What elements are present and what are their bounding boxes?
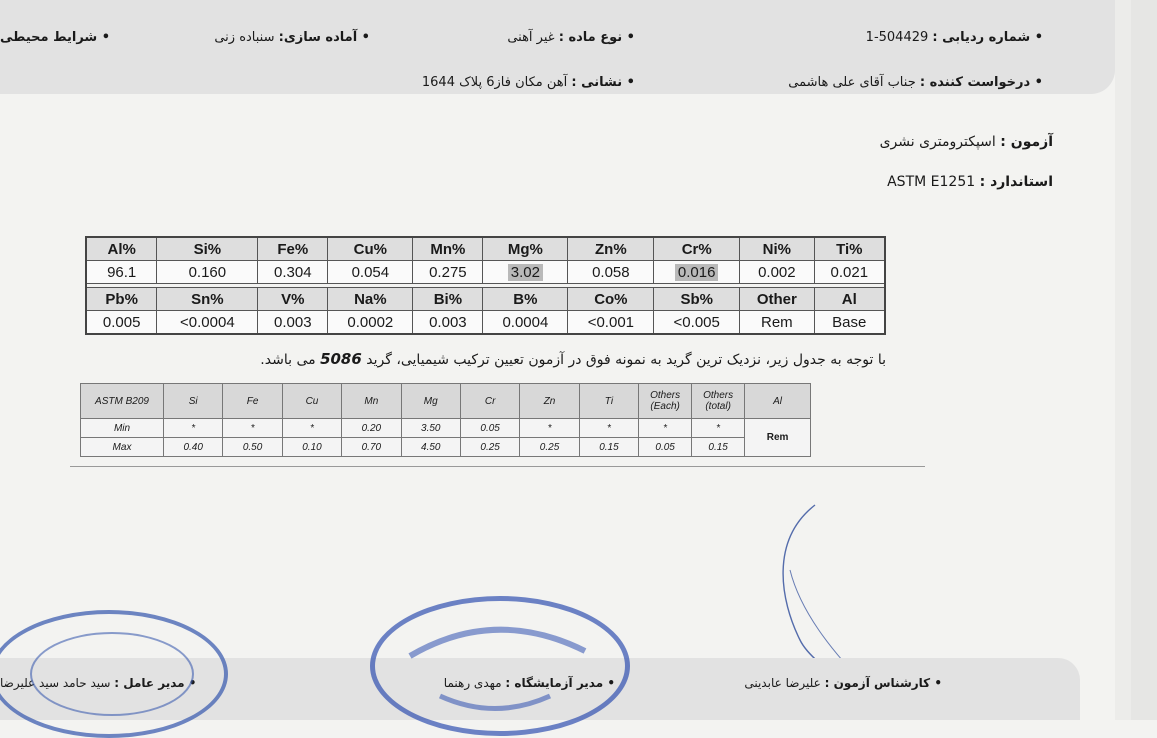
value-al: 96.1: [86, 261, 157, 284]
value-si: 0.160: [157, 261, 258, 284]
header-b: B%: [483, 288, 568, 311]
spec-header-ti: Ti: [579, 384, 638, 419]
value-pb: 0.005: [86, 311, 157, 335]
header-v: V%: [258, 288, 328, 311]
value-sb: <0.005: [654, 311, 740, 335]
conclusion-suffix: می باشد.: [260, 352, 316, 368]
value-na: 0.0002: [328, 311, 413, 335]
value-cr-highlight: 0.016: [675, 264, 719, 281]
spec-header-al: Al: [745, 384, 811, 419]
spec-header-cr: Cr: [460, 384, 519, 419]
environmental-conditions: • شرایط محیطی: [0, 30, 111, 45]
ceo: • مدیر عامل : سید حامد سید علیرضا: [0, 676, 197, 690]
header-si: Si%: [157, 237, 258, 261]
spec-min-label: Min: [81, 419, 164, 438]
value-al-base: Base: [814, 311, 885, 335]
spec-max-mn: 0.70: [342, 438, 401, 457]
value-other: Rem: [740, 311, 814, 335]
header-ni: Ni%: [740, 237, 814, 261]
value-ni: 0.002: [740, 261, 814, 284]
value-cu: 0.054: [328, 261, 413, 284]
company-stamp-inner: [30, 632, 194, 716]
spec-header-mg: Mg: [401, 384, 460, 419]
grade-value: 5086: [320, 350, 362, 368]
value-bi: 0.003: [413, 311, 483, 335]
value-fe: 0.304: [258, 261, 328, 284]
requester: • درخواست کننده : جناب آقای علی هاشمی: [788, 75, 1043, 90]
value-mn: 0.275: [413, 261, 483, 284]
spec-max-label: Max: [81, 438, 164, 457]
test-method: آزمون : اسپکترومتری نشری: [879, 134, 1053, 150]
spec-min-cr: 0.05: [460, 419, 519, 438]
value-mg-highlight: 3.02: [508, 264, 543, 281]
spec-max-zn: 0.25: [520, 438, 579, 457]
spec-header-fe: Fe: [223, 384, 282, 419]
header-bi: Bi%: [413, 288, 483, 311]
spec-max-cr: 0.25: [460, 438, 519, 457]
header-other: Other: [740, 288, 814, 311]
header-cr: Cr%: [654, 237, 740, 261]
header-zn: Zn%: [568, 237, 654, 261]
tracking-number: • شماره ردیابی : 504429-1: [865, 30, 1043, 45]
spec-min-mn: 0.20: [342, 419, 401, 438]
spec-max-mg: 4.50: [401, 438, 460, 457]
value-b: 0.0004: [483, 311, 568, 335]
spec-max-others-each: 0.05: [639, 438, 692, 457]
header-sn: Sn%: [157, 288, 258, 311]
spec-header-others-each: Others (Each): [639, 384, 692, 419]
header-co: Co%: [568, 288, 654, 311]
spec-max-si: 0.40: [164, 438, 223, 457]
value-zn: 0.058: [568, 261, 654, 284]
spec-min-cu: *: [282, 419, 341, 438]
header-al-2: Al: [814, 288, 885, 311]
value-ti: 0.021: [814, 261, 885, 284]
conclusion-text: با توجه به جدول زیر، نزدیک ترین گرید به نمونه فوق در آزمون تعیین ترکیب شیمیایی، گرید: [366, 352, 886, 368]
header-mn: Mn%: [413, 237, 483, 261]
value-sn: <0.0004: [157, 311, 258, 335]
header-mg: Mg%: [483, 237, 568, 261]
value-v: 0.003: [258, 311, 328, 335]
spec-max-fe: 0.50: [223, 438, 282, 457]
spec-min-fe: *: [223, 419, 282, 438]
test-standard: استاندارد : ASTM E1251: [887, 174, 1053, 190]
spec-max-others-total: 0.15: [692, 438, 745, 457]
lab-manager: • مدیر آزمایشگاه : مهدی رهنما: [443, 676, 615, 690]
spec-header-standard: ASTM B209: [81, 384, 164, 419]
spec-header-zn: Zn: [520, 384, 579, 419]
header-sb: Sb%: [654, 288, 740, 311]
header-cu: Cu%: [328, 237, 413, 261]
preparation: • آماده سازی: سنباده زنی: [214, 30, 370, 45]
spec-max-ti: 0.15: [579, 438, 638, 457]
header-na: Na%: [328, 288, 413, 311]
spec-max-cu: 0.10: [282, 438, 341, 457]
header-al: Al%: [86, 237, 157, 261]
spec-min-others-each: *: [639, 419, 692, 438]
spec-min-zn: *: [520, 419, 579, 438]
spec-min-others-total: *: [692, 419, 745, 438]
spec-header-others-total: Others (total): [692, 384, 745, 419]
value-co: <0.001: [568, 311, 654, 335]
lab-stamp-lettering: [370, 596, 620, 726]
header-ti: Ti%: [814, 237, 885, 261]
spec-min-ti: *: [579, 419, 638, 438]
address: • نشانی : آهن مکان فاز6 پلاک 1644: [421, 75, 635, 90]
spec-min-si: *: [164, 419, 223, 438]
spec-header-mn: Mn: [342, 384, 401, 419]
spec-min-mg: 3.50: [401, 419, 460, 438]
test-expert: • کارشناس آزمون : علیرضا عابدینی: [744, 676, 942, 690]
header-pb: Pb%: [86, 288, 157, 311]
spec-al-rem: Rem: [745, 419, 811, 457]
material-type: • نوع ماده : غیر آهنی: [507, 30, 635, 45]
header-fe: Fe%: [258, 237, 328, 261]
spec-header-si: Si: [164, 384, 223, 419]
spec-header-cu: Cu: [282, 384, 341, 419]
